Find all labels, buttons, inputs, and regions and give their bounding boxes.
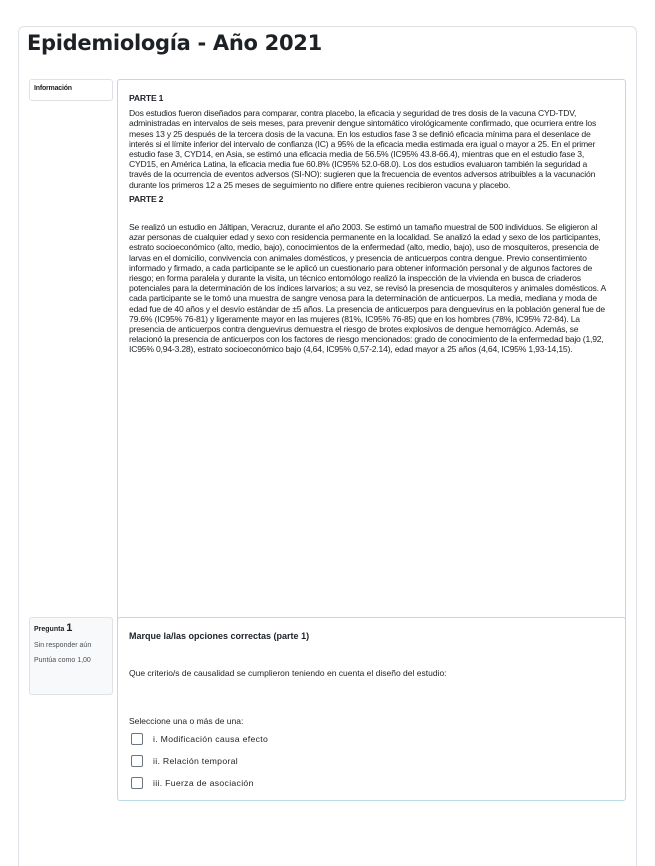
answer-prompt: Seleccione una o más de una: (129, 716, 244, 726)
answer-option-2[interactable] (131, 750, 268, 772)
option-3-checkbox[interactable] (131, 777, 143, 789)
question-content (117, 617, 626, 801)
answer-option-1[interactable] (131, 728, 268, 750)
info-label: Información (34, 85, 72, 92)
part1-heading: PARTE 1 (129, 93, 164, 103)
part2-heading: PARTE 2 (129, 193, 164, 204)
question-heading: Marque la/las opciones correctas (parte 1) (129, 631, 310, 641)
info-sidebar-box (29, 79, 113, 101)
page-title: Epidemiología - Año 2021 (27, 31, 322, 55)
question-info-box (29, 617, 113, 695)
option-1-label: i. Modificación causa efecto (153, 734, 269, 744)
question-text: Que criterio/s de causalidad se cumplieron teniendo en cuenta el diseño del estudio: (129, 668, 447, 678)
question-label: Pregunta (34, 626, 65, 633)
option-1-checkbox[interactable] (131, 733, 143, 745)
part2-text: Se realizó un estudio en Jáltipan, Veracruz, durante el año 2003. Se estimó un tamaño muestral de 500 individuos. Se eligieron al azar personas de cualquier edad y sexo con residencia permanente en la localidad. Se analizó la edad y sexo de los participantes, estrato socioeconómico (alto, medio, bajo), conocimientos de la enfermedad (alto, medio, bajo), uso de mosquiteros, presencia de larvas en el domicilio, convivencia con animales domésticos, y presencia de anticuerpos contra dengue. Previo consentimiento informado y firmado, a cada participante se le aplicó un cuestionario para obtener información personal y de algunos factores de riesgo; en forma paralela y durante la visita, un técnico entomólogo realizó la inspección de la vivienda en busca de criaderos potenciales para la determinación de los índices larvarios; a su vez, se revisó la presencia de mosquiteros y animales domésticos. A cada participante se le tomó una muestra de sangre venosa para la determinación de anticuerpos. La media, mediana y moda de edad fue de 40 años y el desvío estándar de ±5 años. La presencia de anticuerpos para denguevirus en la población general fue de 79.6% (IC95% 76-81) y ligeramente mayor en las mujeres (81%, IC95% 76-85) que en los hombres (78%, IC95% 72-84). La presencia de anticuerpos contra denguevirus demuestra el riesgo de brotes explosivos de dengue hemorrágico. Además, se relacionó la presencia de anticuerpos con los factores de riesgo mencionados: grado de conocimiento de la enfermedad bajo (1,92, IC95% 0,94-3.28), estrato socioeconómico bajo (4,64, IC95% 0,57-2.14), edad mayor a 25 años (4,64, IC95% 1,93-14,15). (129, 222, 606, 355)
answer-options (131, 728, 268, 794)
question-number-value: 1 (66, 622, 73, 634)
question-state: Sin responder aún (34, 642, 92, 649)
option-2-label: ii. Relación temporal (153, 756, 239, 766)
info-content (117, 79, 626, 624)
option-3-label: iii. Fuerza de asociación (153, 778, 254, 788)
question-number (34, 622, 72, 634)
part1-text: Dos estudios fueron diseñados para comparar, contra placebo, la eficacia y seguridad de tres dosis de la vacuna CYD-TDV, administradas en intervalos de seis meses, para prevenir dengue sintomático virológicamente confirmado, que ocurriera entre los meses 13 y 25 después de la tercera dosis de la vacuna. En los estudios fase 3 se definió eficacia mínima para el desenlace de interés si el límite inferior del intervalo de confianza (IC) a 95% de la eficacia media estimada era igual o mayor a 25. En el primer estudio fase 3, CYD14, en Asia, se estimó una eficacia media de 56.5% (IC95% 43.8-66.4), mientras que en el estudio fase 3, CYD15, en América Latina, la eficacia media fue 60.8% (IC95% 52.0-68.0). Los dos estudios evaluaron también la seguridad a través de la ocurrencia de eventos adversos (SI-NO): sugieren que la frecuencia de eventos adversos atribuibles a la vacunación durante los primeros 12 a 25 meses de seguimiento no difiere entre quienes recibieron vacuna y placebo. (129, 108, 597, 190)
answer-option-3[interactable] (131, 772, 268, 794)
question-grade: Puntúa como 1,00 (34, 657, 91, 664)
option-2-checkbox[interactable] (131, 755, 143, 767)
quiz-page (18, 26, 637, 866)
